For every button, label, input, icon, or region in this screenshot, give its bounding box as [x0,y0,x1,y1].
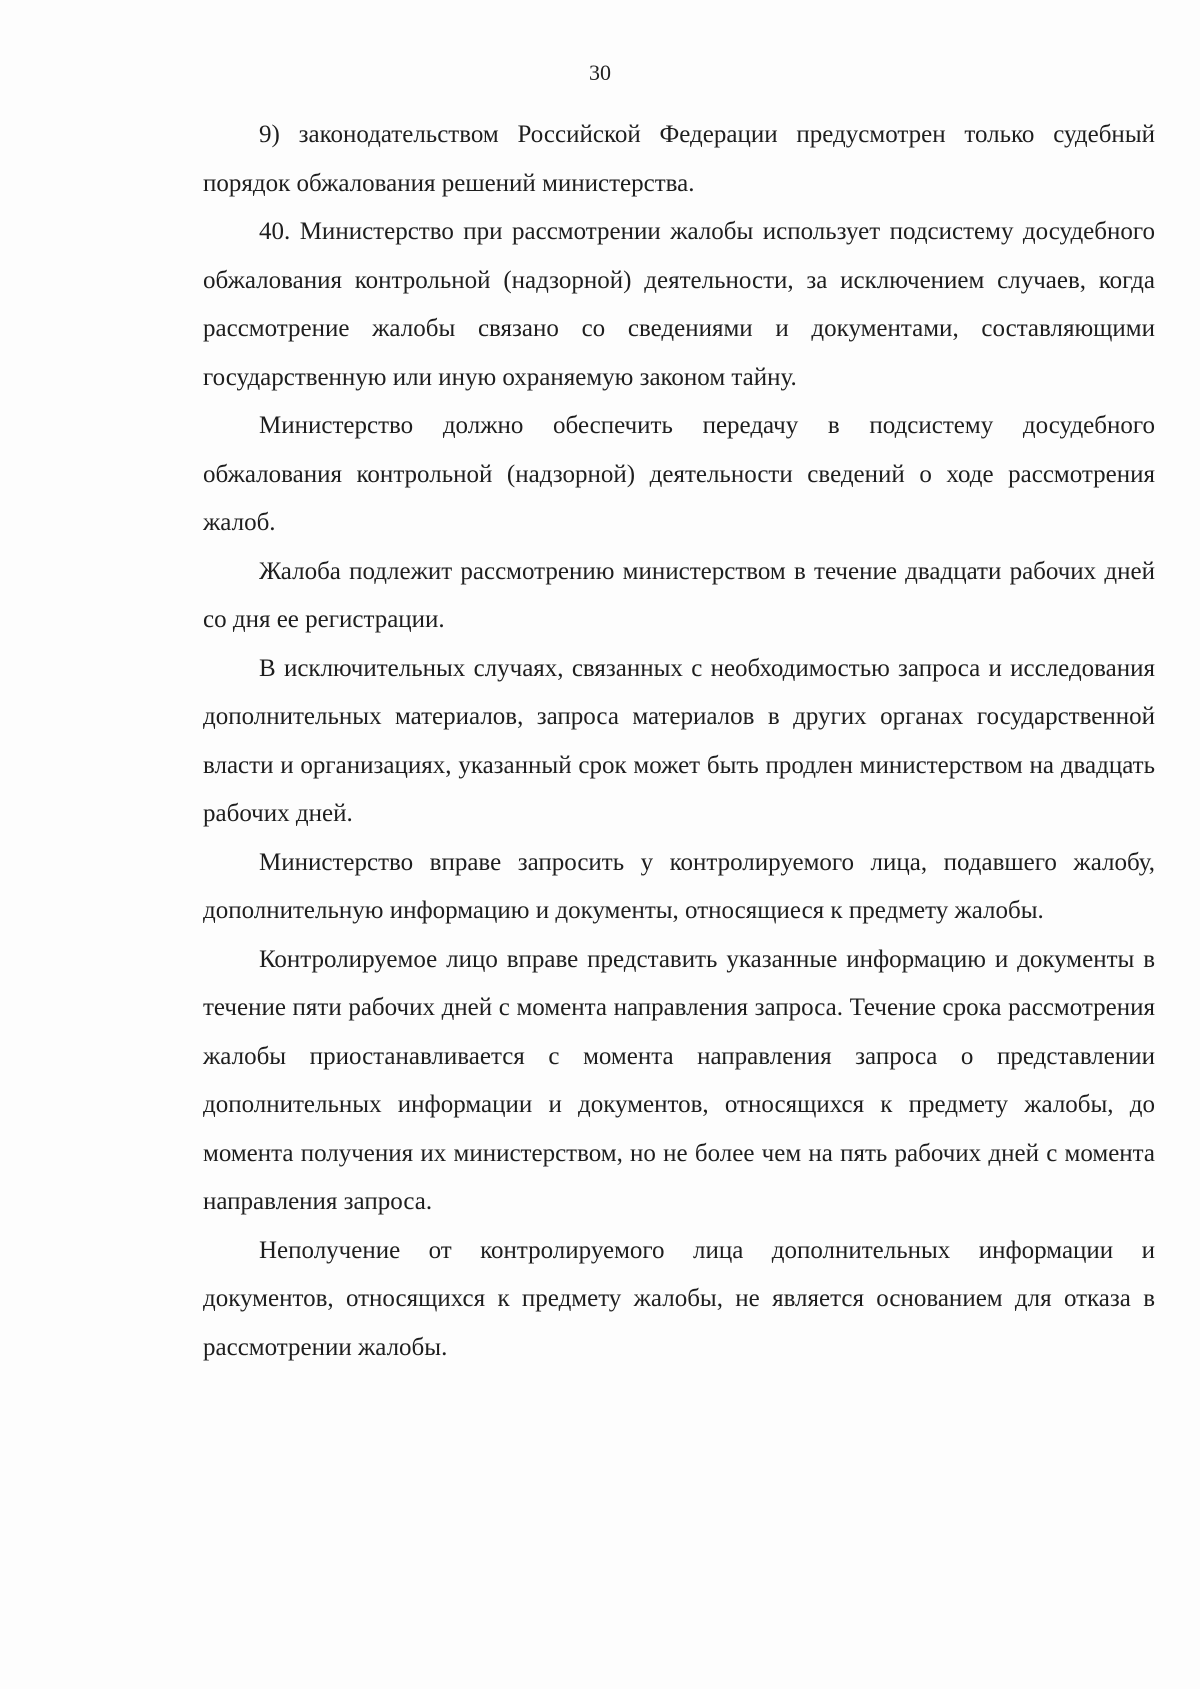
paragraph-term-extension: В исключительных случаях, связанных с необходимостью запроса и исследования дополнительных материалов, запроса материалов в других органах государственной власти и организациях, указанный срок может быть продлен министерством на двадцать рабочих дней. [203,654,1155,827]
paragraph-item-9: 9) законодательством Российской Федерации предусмотрен только судебный порядок обжалования решений министерства. [203,121,1155,197]
paragraph-clause-40: 40. Министерство при рассмотрении жалобы использует подсистему досудебного обжалования контрольной (надзорной) деятельности, за исключением случаев, когда рассмотрение жалобы связано со сведениями и документами, составляющими государственную или иную охраняемую законом тайну. [203,218,1155,391]
paragraph-info-request: Министерство вправе запросить у контролируемого лица, подавшего жалобу, дополнительную информацию и документы, относящиеся к предмету жалобы. [203,848,1155,924]
paragraph-review-term: Жалоба подлежит рассмотрению министерством в течение двадцати рабочих дней со дня ее регистрации. [203,557,1155,633]
document-body [203,111,1155,1372]
paragraph-non-receipt: Неполучение от контролируемого лица дополнительных информации и документов, относящихся к предмету жалобы, не является основанием для отказа в рассмотрении жалобы. [203,1236,1155,1361]
page-number: 30 [589,60,611,85]
paragraph-data-transfer: Министерство должно обеспечить передачу в подсистему досудебного обжалования контрольной (надзорной) деятельности сведений о ходе рассмотрения жалоб. [203,412,1155,536]
paragraph-info-submission: Контролируемое лицо вправе представить указанные информацию и документы в течение пяти рабочих дней с момента направления запроса. Течение срока рассмотрения жалобы приостанавливается с момента направления запроса о представлении дополнительных информации и документов, относящихся к предмету жалобы, до момента получения их министерством, но не более чем на пять рабочих дней с момента направления запроса. [203,945,1155,1215]
